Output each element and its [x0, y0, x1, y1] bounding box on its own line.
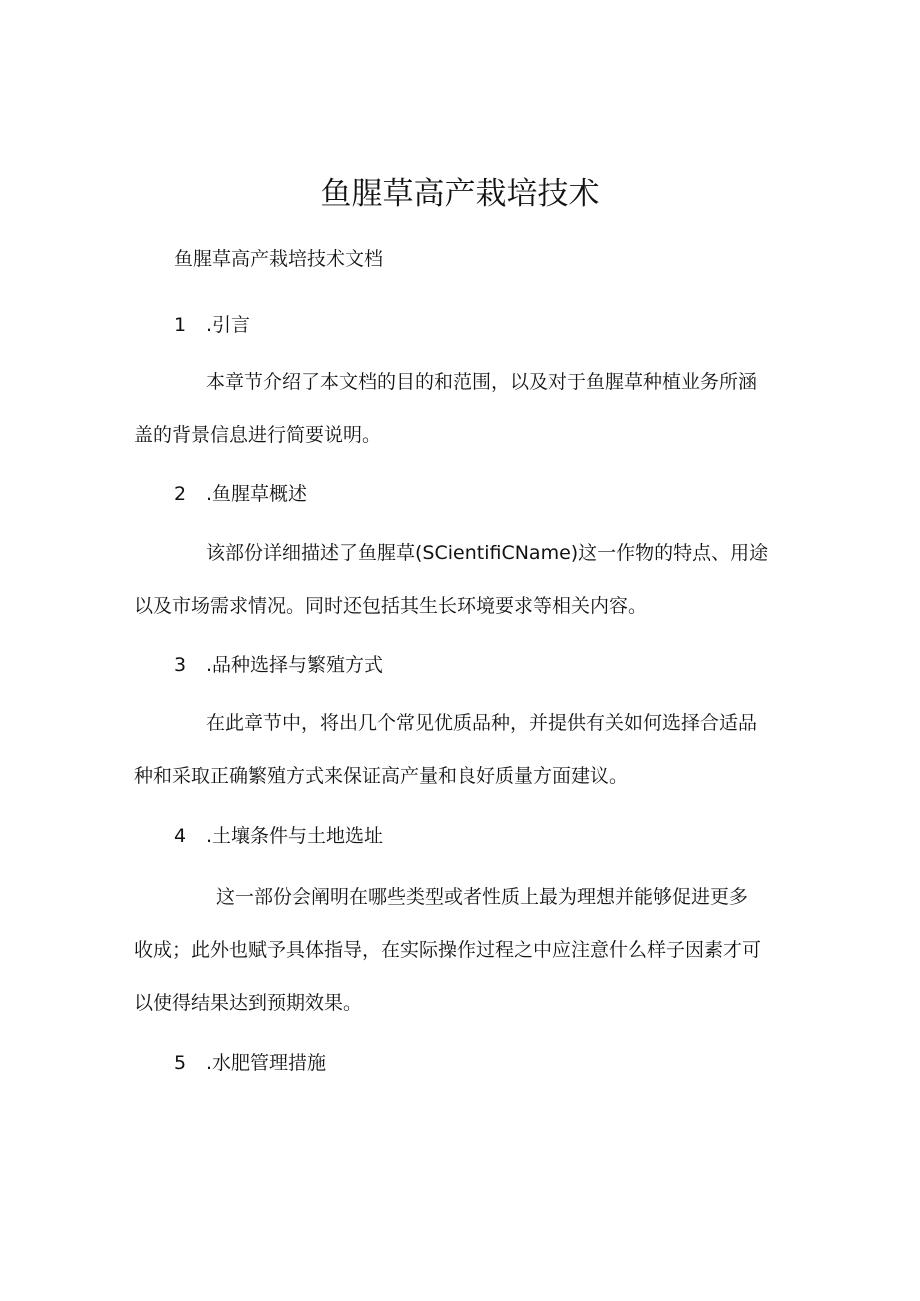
document-subtitle: 鱼腥草高产栽培技术文档 — [174, 248, 384, 270]
paragraph-line: 盖的背景信息进行简要说明。 — [134, 424, 382, 446]
section-title: .引言 — [206, 314, 251, 336]
paragraph-line: 以使得结果达到预期效果。 — [134, 992, 363, 1014]
section-number: 2 — [174, 483, 187, 505]
section-title: .品种选择与繁殖方式 — [206, 654, 384, 676]
section-4-paragraph — [134, 871, 796, 1030]
paragraph-line: 以及市场需求情况。同时还包括其生长环境要求等相关内容。 — [134, 595, 648, 617]
section-title: .土壤条件与土地选址 — [206, 825, 384, 847]
paragraph-line: 收成；此外也赋予具体指导，在实际操作过程之中应注意什么样子因素才可 — [134, 939, 762, 961]
section-number: 1 — [174, 314, 187, 336]
paragraph-line: 在此章节中，将出几个常见优质品种，并提供有关如何选择合适品 — [206, 712, 758, 734]
paragraph-line: 这一部份会阐明在哪些类型或者性质上最为理想并能够促进更多 — [216, 886, 749, 908]
section-4-heading — [174, 822, 383, 850]
section-title: .水肥管理措施 — [206, 1052, 327, 1074]
section-1-heading — [174, 311, 250, 339]
paragraph-line: 该部份详细描述了鱼腥草(SCientifiCName)这一作物的特点、用途 — [206, 542, 769, 564]
section-title: .鱼腥草概述 — [206, 483, 308, 505]
section-2-paragraph — [134, 527, 796, 633]
section-number: 5 — [174, 1052, 187, 1074]
section-3-heading — [174, 651, 383, 679]
section-1-paragraph — [134, 356, 796, 462]
section-number: 4 — [174, 825, 187, 847]
paragraph-line: 种和采取正确繁殖方式来保证高产量和良好质量方面建议。 — [134, 765, 629, 787]
section-3-paragraph — [134, 697, 796, 803]
document-title: 鱼腥草高产栽培技术 — [320, 176, 600, 212]
section-2-heading — [174, 480, 307, 508]
section-number: 3 — [174, 654, 187, 676]
paragraph-line: 本章节介绍了本文档的目的和范围，以及对于鱼腥草种植业务所涵 — [206, 371, 758, 393]
section-5-heading — [174, 1049, 326, 1077]
